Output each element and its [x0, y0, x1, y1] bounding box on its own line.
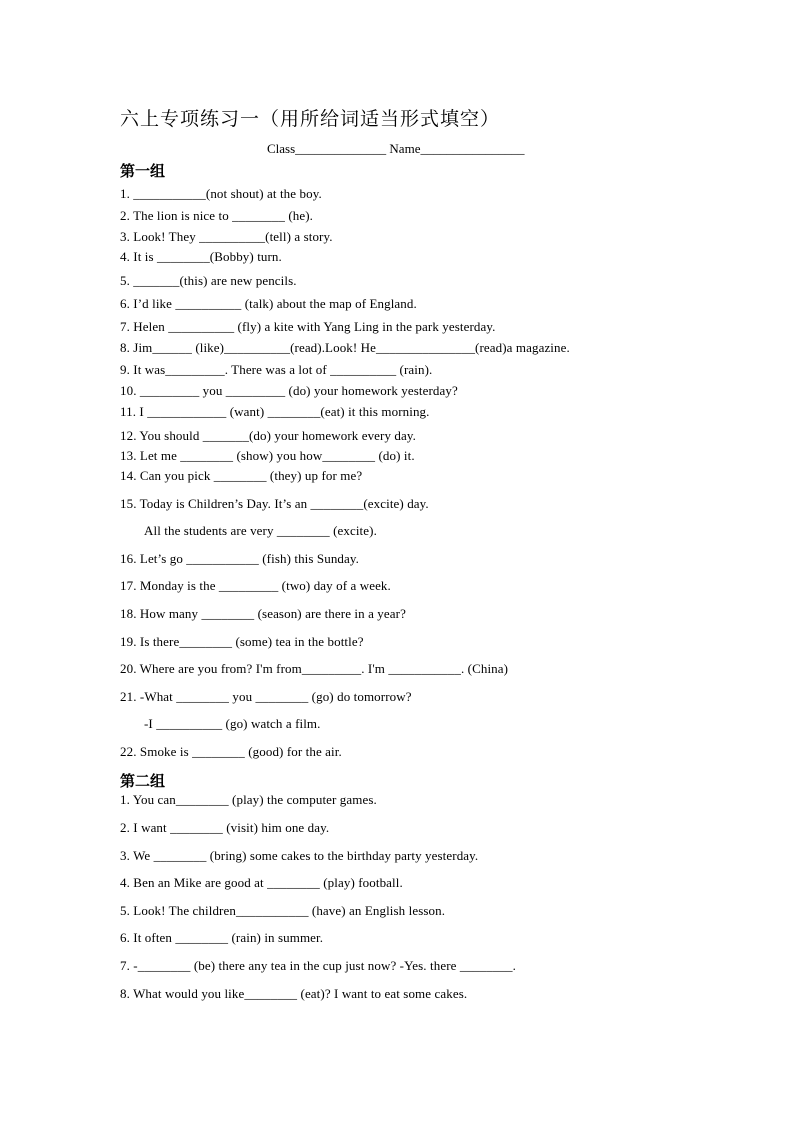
exercise-item: 6. I’d like __________ (talk) about the map of England.: [120, 296, 417, 311]
exercise-item: 9. It was_________. There was a lot of __________ (rain).: [120, 362, 433, 377]
exercise-item: 3. Look! They __________(tell) a story.: [120, 229, 333, 244]
exercise-item: 1. You can________ (play) the computer games.: [120, 792, 377, 807]
exercise-item: 8. What would you like________ (eat)? I want to eat some cakes.: [120, 986, 468, 1001]
class-name-line: Class______________ Name________________: [267, 141, 525, 156]
exercise-item: 5. _______(this) are new pencils.: [120, 273, 297, 288]
exercise-item: 16. Let’s go ___________ (fish) this Sunday.: [120, 551, 359, 566]
exercise-item: 7. Helen __________ (fly) a kite with Yang Ling in the park yesterday.: [120, 319, 496, 334]
exercise-item: 18. How many ________ (season) are there in a year?: [120, 606, 406, 621]
exercise-item: 22. Smoke is ________ (good) for the air.: [120, 744, 342, 759]
exercise-item: 14. Can you pick ________ (they) up for me?: [120, 468, 363, 483]
exercise-item: 5. Look! The children___________ (have) an English lesson.: [120, 903, 446, 918]
exercise-item: 2. I want ________ (visit) him one day.: [120, 820, 330, 835]
exercise-item: 8. Jim______ (like)__________(read).Look! He_______________(read)a magazine.: [120, 340, 570, 355]
exercise-item: 21. -What ________ you ________ (go) do tomorrow?: [120, 689, 412, 704]
exercise-item: 20. Where are you from? I'm from_________. I'm ___________. (China): [120, 661, 509, 676]
exercise-item: 19. Is there________ (some) tea in the bottle?: [120, 634, 364, 649]
exercise-item: 4. It is ________(Bobby) turn.: [120, 249, 282, 264]
group2-heading: 第二组: [120, 772, 166, 790]
exercise-item: 4. Ben an Mike are good at ________ (play) football.: [120, 875, 403, 890]
exercise-item: 10. _________ you _________ (do) your homework yesterday?: [120, 383, 458, 398]
exercise-item: 6. It often ________ (rain) in summer.: [120, 930, 324, 945]
exercise-item: 12. You should _______(do) your homework every day.: [120, 428, 417, 443]
exercise-item: 11. I ____________ (want) ________(eat) it this morning.: [120, 404, 430, 419]
exercise-item: 1. ___________(not shout) at the boy.: [120, 186, 322, 201]
exercise-item: 3. We ________ (bring) some cakes to the birthday party yesterday.: [120, 848, 479, 863]
exercise-item-continuation: -I __________ (go) watch a film.: [144, 716, 321, 731]
exercise-item-continuation: All the students are very ________ (excite).: [144, 523, 377, 538]
exercise-item: 7. -________ (be) there any tea in the cup just now? -Yes. there ________.: [120, 958, 516, 973]
exercise-item: 15. Today is Children’s Day. It’s an ________(excite) day.: [120, 496, 429, 511]
exercise-item: 17. Monday is the _________ (two) day of a week.: [120, 578, 391, 593]
group1-heading: 第一组: [120, 162, 166, 180]
page-title: 六上专项练习一（用所给词适当形式填空）: [120, 108, 501, 130]
exercise-item: 2. The lion is nice to ________ (he).: [120, 208, 314, 223]
exercise-item: 13. Let me ________ (show) you how________ (do) it.: [120, 448, 415, 463]
